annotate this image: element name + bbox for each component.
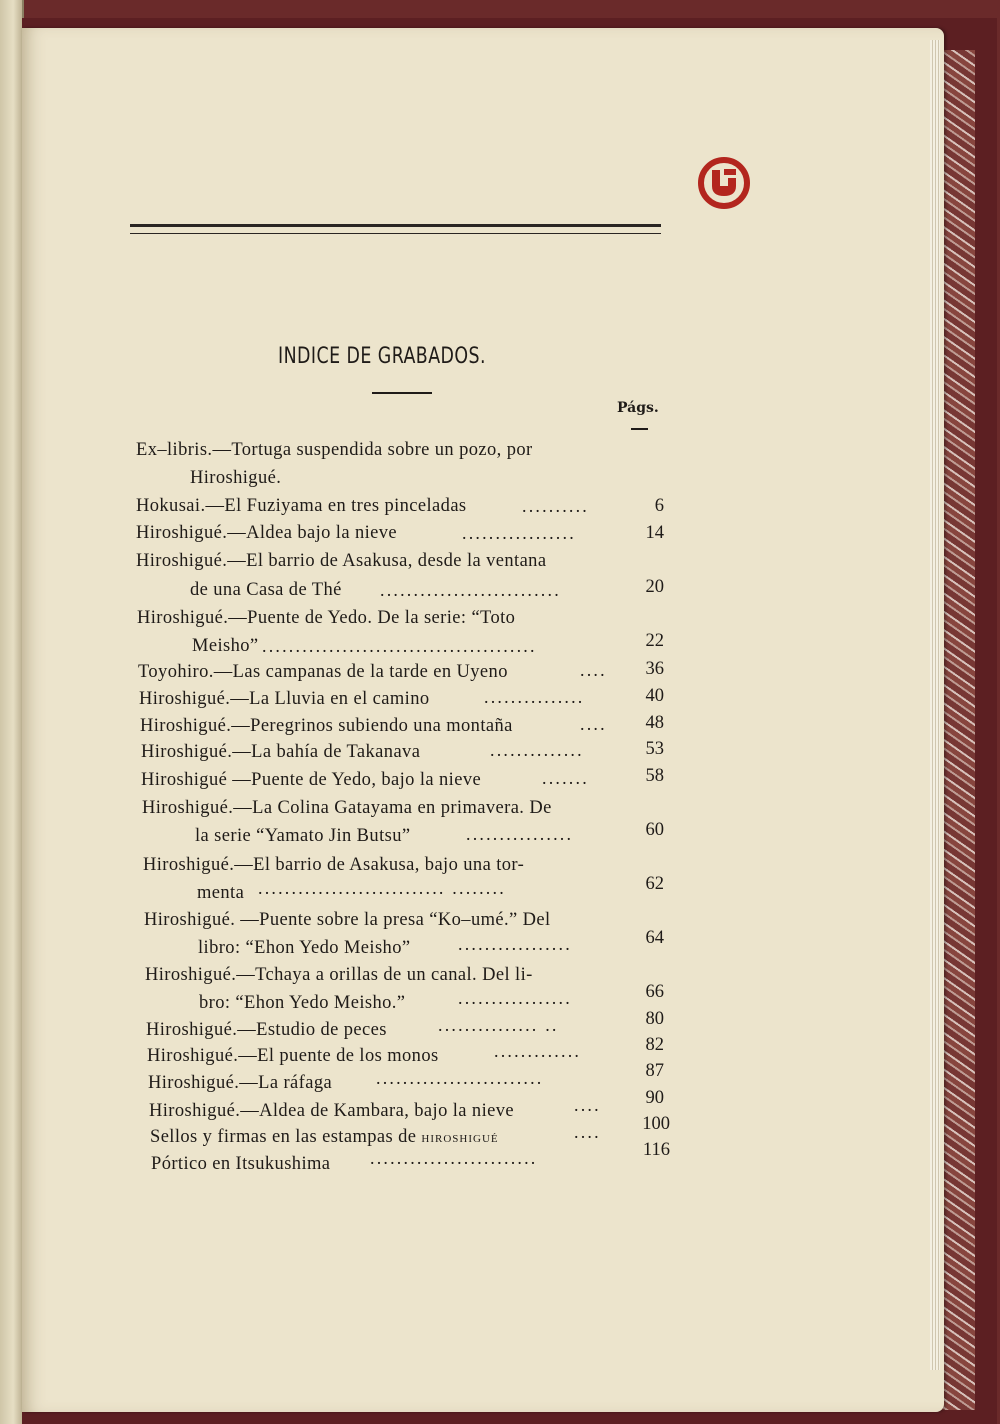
entry-line: Hiroshigué.—La bahía de Takanava xyxy=(141,742,421,762)
page-number: 66 xyxy=(645,982,664,1002)
leader-dots: .... xyxy=(574,1095,601,1115)
entry-line: Hiroshigué.—El barrio de Asakusa, bajo una tor- xyxy=(143,855,525,875)
entry-line: Hiroshigué.—Puente de Yedo. De la serie: “Toto xyxy=(137,608,516,628)
leader-dots: .... xyxy=(574,1122,601,1142)
entry-line: Hiroshigué.—La Colina Gatayama en primavera. De xyxy=(142,798,552,818)
leader-dots: ............... .. xyxy=(438,1015,559,1035)
entry-line xyxy=(150,1127,499,1148)
page-number: 87 xyxy=(645,1061,664,1081)
leader-dots: ......................................... xyxy=(262,636,537,656)
leader-dots: .............. xyxy=(490,740,584,760)
red-seal-stamp xyxy=(697,156,751,210)
entry-line: Hiroshigué.—El barrio de Asakusa, desde la ventana xyxy=(136,551,547,571)
page-title: INDICE DE GRABADOS. xyxy=(278,344,487,369)
leader-dots: .... xyxy=(580,714,607,734)
entry-line: Pórtico en Itsukushima xyxy=(151,1154,331,1174)
page-number: 64 xyxy=(645,928,664,948)
page-number: 100 xyxy=(642,1114,670,1134)
page-number: 22 xyxy=(645,631,664,651)
entry-line: Hiroshigué —Puente de Yedo, bajo la nieve xyxy=(141,770,482,790)
entry-line: bro: “Ehon Yedo Meisho.” xyxy=(199,993,406,1013)
leader-dots: .......... xyxy=(522,496,589,516)
entry-line: Toyohiro.—Las campanas de la tarde en Uyeno xyxy=(138,662,508,682)
entry-line: Hiroshigué.—Peregrinos subiendo una montaña xyxy=(140,716,513,736)
page-number: 116 xyxy=(642,1140,670,1160)
leader-dots: ................. xyxy=(458,934,572,954)
page-number: 53 xyxy=(645,739,664,759)
entry-line: Meisho” xyxy=(192,636,259,656)
entry-line: Hokusai.—El Fuziyama en tres pinceladas xyxy=(136,496,467,516)
pages-header-underline xyxy=(631,428,648,430)
page-number: 90 xyxy=(645,1088,664,1108)
leader-dots: ................. xyxy=(458,988,572,1008)
page-number: 48 xyxy=(645,713,664,733)
pages-column-header: Págs. xyxy=(617,400,659,416)
entry-line: Hiroshigué. xyxy=(190,468,282,488)
page-number: 80 xyxy=(645,1009,664,1029)
entry-smallcaps-text: hiroshigué xyxy=(421,1129,499,1146)
page-number: 58 xyxy=(645,766,664,786)
page-stack-edge xyxy=(930,40,940,1370)
header-rule-thick xyxy=(130,224,661,227)
entry-line: Hiroshigué.—Aldea de Kambara, bajo la nieve xyxy=(149,1101,514,1121)
page-number: 6 xyxy=(654,496,664,516)
leader-dots: ............. xyxy=(494,1041,582,1061)
facing-page-edge xyxy=(0,0,24,1424)
entry-line: Ex–libris.—Tortuga suspendida sobre un pozo, por xyxy=(136,440,533,460)
entry-line: de una Casa de Thé xyxy=(190,580,342,600)
entry-text: Sellos y firmas en las estampas de xyxy=(150,1127,417,1147)
entry-line: Hiroshigué. —Puente sobre la presa “Ko–umé.” Del xyxy=(144,910,551,930)
leader-dots: ............... xyxy=(484,687,585,707)
leader-dots: .... xyxy=(580,660,607,680)
leader-dots: ......................... xyxy=(376,1068,544,1088)
entry-line: Hiroshigué.—Estudio de peces xyxy=(146,1020,387,1040)
page-number: 14 xyxy=(645,523,664,543)
page-number: 62 xyxy=(645,874,664,894)
page-number: 20 xyxy=(645,577,664,597)
entry-line: Hiroshigué.—El puente de los monos xyxy=(147,1046,439,1066)
page-number: 36 xyxy=(645,659,664,679)
entry-line: Hiroshigué.—Aldea bajo la nieve xyxy=(136,523,398,543)
page-number: 82 xyxy=(645,1035,664,1055)
page-number: 40 xyxy=(645,686,664,706)
leader-dots: ....... xyxy=(542,768,589,788)
entry-line: menta xyxy=(197,883,245,903)
entry-line: Hiroshigué.—Tchaya a orillas de un canal. Del li- xyxy=(145,965,533,985)
entry-line: libro: “Ehon Yedo Meisho” xyxy=(198,938,411,958)
leader-dots: ............................ ........ xyxy=(258,878,506,898)
leader-dots: ................. xyxy=(462,523,576,543)
page-number: 60 xyxy=(645,820,664,840)
entry-line: Hiroshigué.—La Lluvia en el camino xyxy=(139,689,430,709)
leader-dots: ................ xyxy=(466,824,574,844)
header-rule-thin xyxy=(130,233,661,234)
leader-dots: ......................... xyxy=(370,1148,538,1168)
entry-line: la serie “Yamato Jin Butsu” xyxy=(195,826,411,846)
title-underline xyxy=(372,392,432,394)
leader-dots: ........................... xyxy=(380,580,561,600)
entry-line: Hiroshigué.—La ráfaga xyxy=(148,1073,333,1093)
